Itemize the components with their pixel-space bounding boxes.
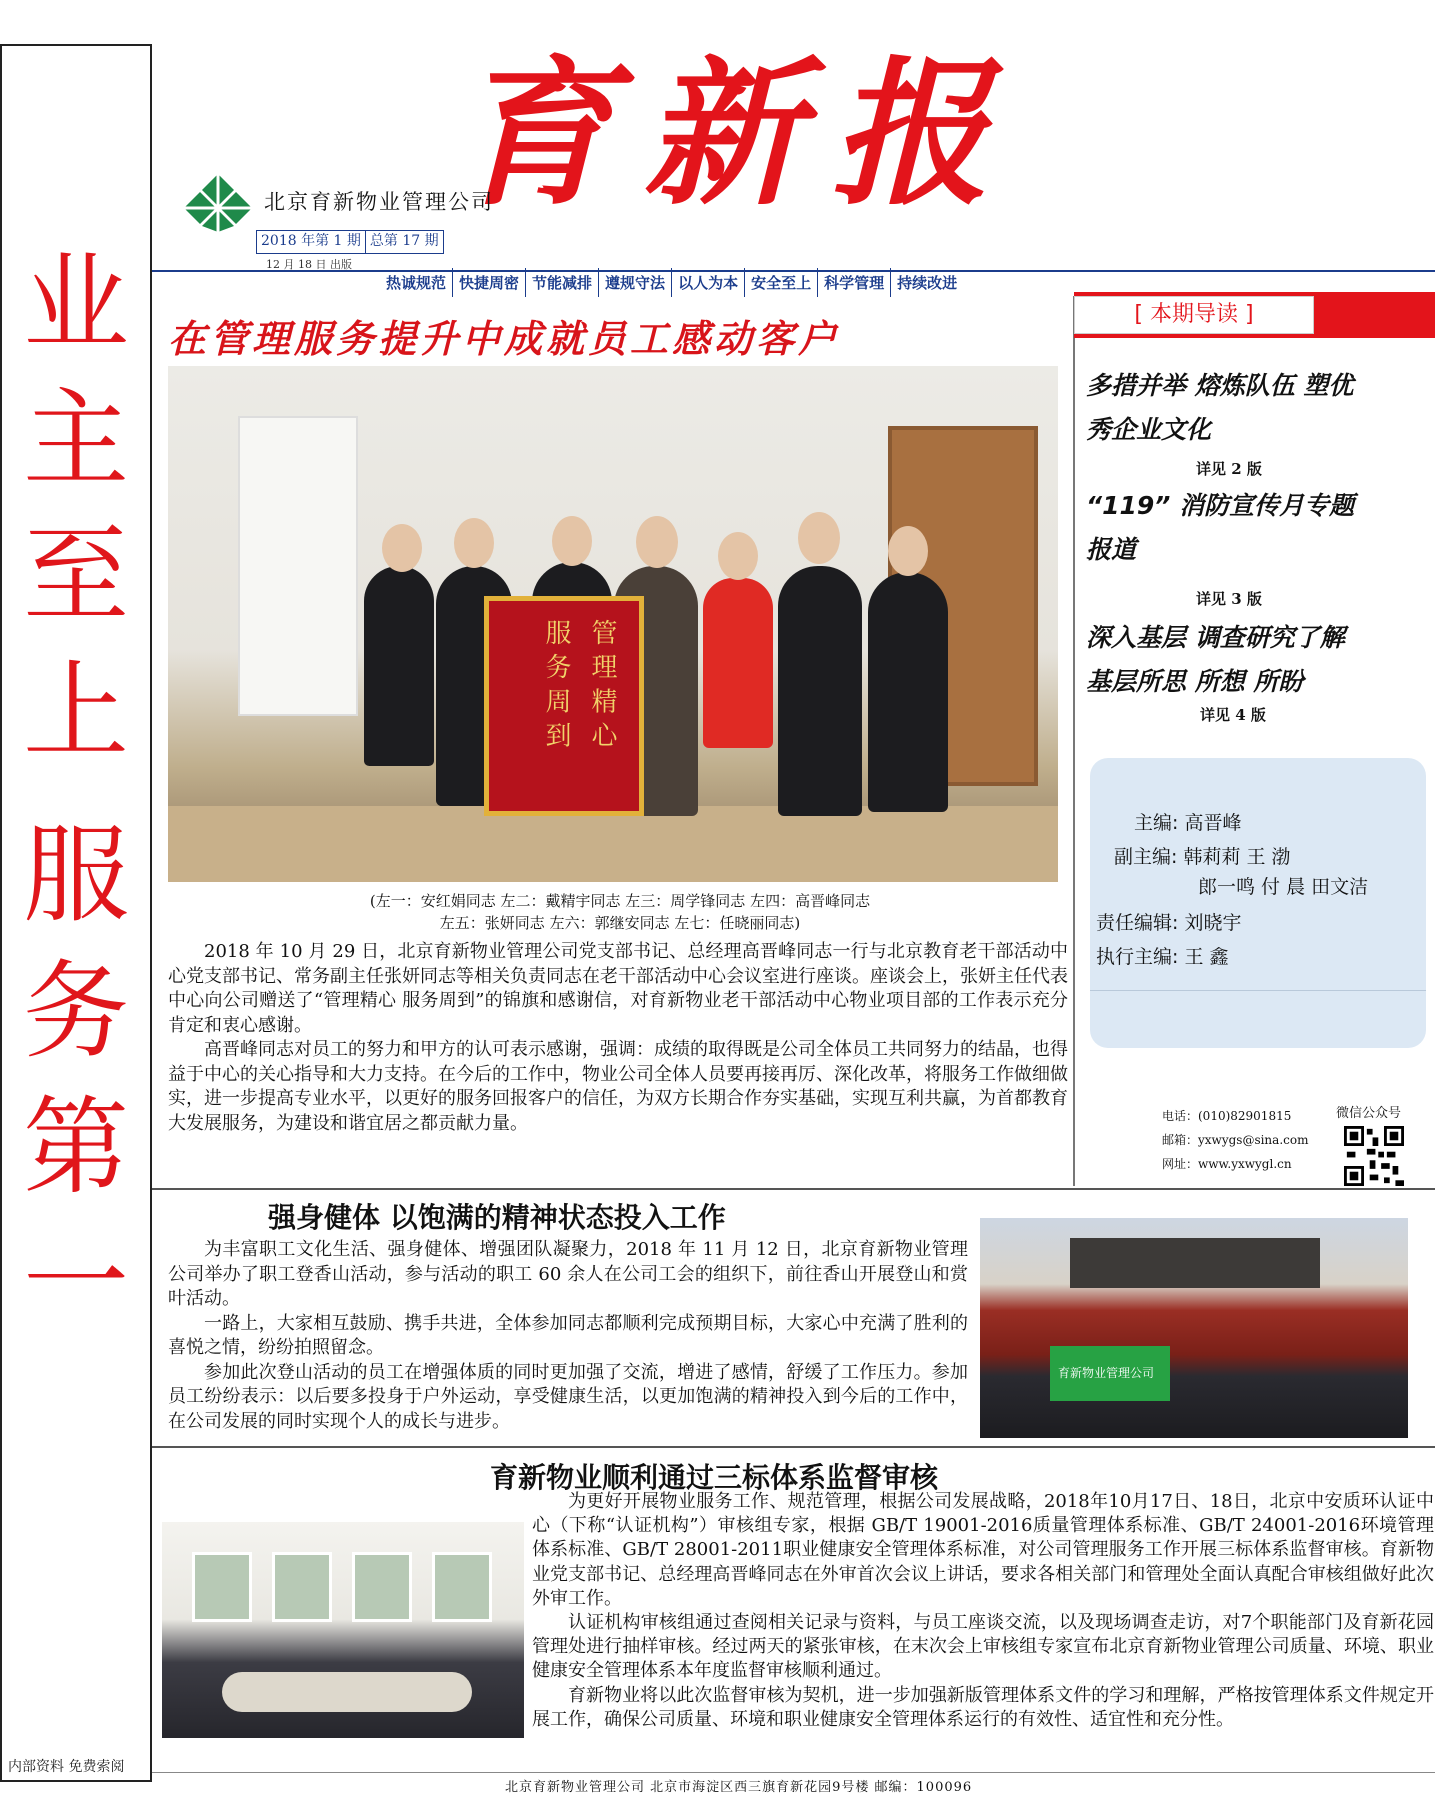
slogan <box>2 236 150 1352</box>
motto-item: 科学管理 <box>818 268 891 297</box>
banner-text-left: 服 务 周 到 <box>541 619 571 748</box>
motto-item: 节能减排 <box>526 268 599 297</box>
motto-item: 持续改进 <box>897 274 958 292</box>
motto-item: 安全至上 <box>745 268 818 297</box>
slogan-char: 务 <box>23 950 129 1073</box>
guide-item-line: 秀企业文化 <box>1086 415 1212 444</box>
guide-item-line: 报道 <box>1086 535 1137 564</box>
hiking-group-photo <box>980 1218 1408 1438</box>
guide-title: [ 本期导读 ] <box>1074 296 1314 334</box>
slogan-column <box>0 44 152 1782</box>
guide-see-page: 详见 2 版 <box>1196 460 1262 478</box>
email: 邮箱：yxwygs@sina.com <box>1162 1133 1309 1147</box>
section-divider <box>152 1446 1435 1448</box>
internal-note: 内部资料 免费索阅 <box>8 1759 125 1775</box>
deputy-editor-2: 郎一鸣 付 晨 田文洁 <box>1198 876 1369 898</box>
guide-item-line: 深入基层 调查研究了解 <box>1086 623 1345 652</box>
motto-item: 遵规守法 <box>599 268 672 297</box>
group-flag-text: 育新物业管理公司 <box>1058 1366 1155 1380</box>
slogan-char: 第 <box>23 1086 129 1209</box>
article1-headline: 在管理服务提升中成就员工感动客户 <box>168 317 841 361</box>
article-paragraph: 一路上，大家相互鼓励、携手共进，全体参加同志都顺利完成预期目标，大家心中充满了胜利的喜悦之情，纷纷拍照留念。 <box>168 1312 968 1358</box>
slogan-char: 主 <box>23 378 129 501</box>
article2-headline: 强身健体 以饱满的精神状态投入工作 <box>268 1201 726 1234</box>
award-ceremony-photo <box>168 366 1058 882</box>
photo-caption <box>230 890 1010 934</box>
article-paragraph: 育新物业将以此次监督审核为契机，进一步加强新版管理体系文件的学习和理解，严格按管理体系文件规定开展工作，确保公司质量、环境和职业健康安全管理体系运行的有效性、适宜性和充分性。 <box>532 1684 1434 1730</box>
masthead-title: 育新报 <box>455 42 1019 227</box>
footer-divider <box>152 1772 1435 1773</box>
honor-banner <box>484 596 644 816</box>
total-issue-number: 总第 17 期 <box>369 233 439 249</box>
guide-item <box>1086 484 1431 572</box>
article-paragraph: 2018 年 10 月 29 日，北京育新物业管理公司党支部书记、总经理高晋峰同志一行与北京教育老干部活动中心党支部书记、常务副主任张妍同志等相关负责同志在老干部活动中心会议室进行座谈。座谈会上，张妍主任代表中心向公司赠送了“管理精心 服务周到”的锦旗和感谢信，对育新物业老干部活动中心物业项目部的工作表示充分肯定和衷心感谢。 <box>168 941 1068 1036</box>
qr-code-icon <box>1344 1126 1404 1186</box>
motto-bar <box>380 268 963 297</box>
article-paragraph: 认证机构审核组通过查阅相关记录与资料，与员工座谈交流，以及现场调查走访，对7个职能部门及育新花园管理处进行抽样审核。经过两天的紧张审核，在末次会上审核组专家宣布北京育新物业管理公司质量、环境、职业健康安全管理体系本年度监督审核顺利通过。 <box>532 1612 1434 1682</box>
responsible-editor: 责任编辑: 刘晓宇 <box>1096 912 1242 934</box>
article-paragraph: 高晋峰同志对员工的努力和甲方的认可表示感谢，强调：成绩的取得既是公司全体员工共同努力的结晶，也得益于中心的关心指导和大力支持。在今后的工作中，物业公司全体人员要再接再厉、深化改革，将服务工作做细做实，进一步提高专业水平，以更好的服务回报客户的信任，为双方长期合作夯实基础，实现互利共赢，为首都教育大发展服务，为建设和谐宜居之都贡献力量。 <box>168 1039 1068 1134</box>
guide-see-page: 详见 4 版 <box>1200 706 1266 724</box>
phone: 电话：(010)82901815 <box>1162 1109 1292 1123</box>
audit-meeting-photo <box>162 1522 524 1738</box>
page-footer: 北京育新物业管理公司 北京市海淀区西三旗育新花园9号楼 邮编：100096 <box>505 1780 973 1795</box>
article3-headline: 育新物业顺利通过三标体系监督审核 <box>490 1461 939 1494</box>
motto-item: 热诚规范 <box>380 268 453 297</box>
publication-date: 12 月 18 日 出版 <box>266 258 352 271</box>
motto-item: 快捷周密 <box>453 268 526 297</box>
issue-number: 2018 年第 1 期 <box>257 231 366 253</box>
motto-item: 以人为本 <box>672 268 745 297</box>
slogan-char: 业 <box>23 242 129 365</box>
guide-item-line: 基层所思 所想 所盼 <box>1086 667 1304 696</box>
article3-body <box>532 1490 1434 1732</box>
banner-text-right: 管 理 精 心 <box>587 619 617 748</box>
article-paragraph: 为丰富职工文化生活、强身健体、增强团队凝聚力，2018 年 11 月 12 日，北京育新物业管理公司举办了职工登香山活动，参与活动的职工 60 余人在公司工会的组织下，前往香山开展登山和赏叶活动。 <box>168 1239 968 1309</box>
article-paragraph: 参加此次登山活动的员工在增强体质的同时更加强了交流，增进了感情，舒缓了工作压力。参加员工纷纷表示：以后要多投身于户外运动，享受健康生活，以更加饱满的精神投入到今后的工作中，在公司发展的同时实现个人的成长与进步。 <box>168 1361 968 1432</box>
section-divider <box>152 1188 1435 1190</box>
guide-item <box>1086 616 1431 704</box>
caption-line: (左一：安红娟同志 左二：戴精宇同志 左三：周学锋同志 左四：高晋峰同志 <box>369 892 871 910</box>
editors-box <box>1090 758 1426 1048</box>
slogan-char: 一 <box>23 1222 129 1345</box>
guide-item <box>1086 364 1431 452</box>
website: 网址：www.yxwygl.cn <box>1162 1157 1292 1171</box>
slogan-char: 服 <box>23 814 129 937</box>
guide-item-line: “119” 消防宣传月专题 <box>1086 491 1355 520</box>
issue-box <box>256 230 444 254</box>
deputy-editor: 副主编: 韩莉莉 王 渤 <box>1114 846 1291 868</box>
slogan-char: 至 <box>23 514 129 637</box>
article2-body <box>168 1238 968 1434</box>
executive-editor: 执行主编: 王 鑫 <box>1096 946 1229 968</box>
company-name: 北京育新物业管理公司 <box>264 190 494 214</box>
caption-line: 左五：张妍同志 左六：郭继安同志 左七：任晓丽同志) <box>439 914 801 932</box>
company-logo-icon <box>182 172 254 234</box>
guide-see-page: 详见 3 版 <box>1196 590 1262 608</box>
guide-item-line: 多措并举 熔炼队伍 塑优 <box>1086 371 1354 400</box>
wechat-label: 微信公众号 <box>1336 1106 1402 1121</box>
article-paragraph: 为更好开展物业服务工作、规范管理，根据公司发展战略，2018年10月17日、18日，北京中安质环认证中心（下称“认证机构”）审核组专家，根据 GB/T 19001-2016质量管理体系标准、GB/T 24001-2016环境管理体系标准、GB/T 28001-2011职业健康安全管理体系标准，对公司管理服务工作开展三标体系监督审核。育新物业党支部书记、总经理高晋峰同志在外审首次会议上讲话，要求各相关部门和管理处全面认真配合审核组做好此次外审工作。 <box>532 1491 1434 1609</box>
article1-body <box>168 940 1068 1136</box>
contact-info <box>1162 1104 1308 1176</box>
slogan-char: 上 <box>23 650 129 773</box>
sidebar-divider <box>1073 296 1075 1186</box>
chief-editor: 主编: 高晋峰 <box>1134 812 1242 834</box>
